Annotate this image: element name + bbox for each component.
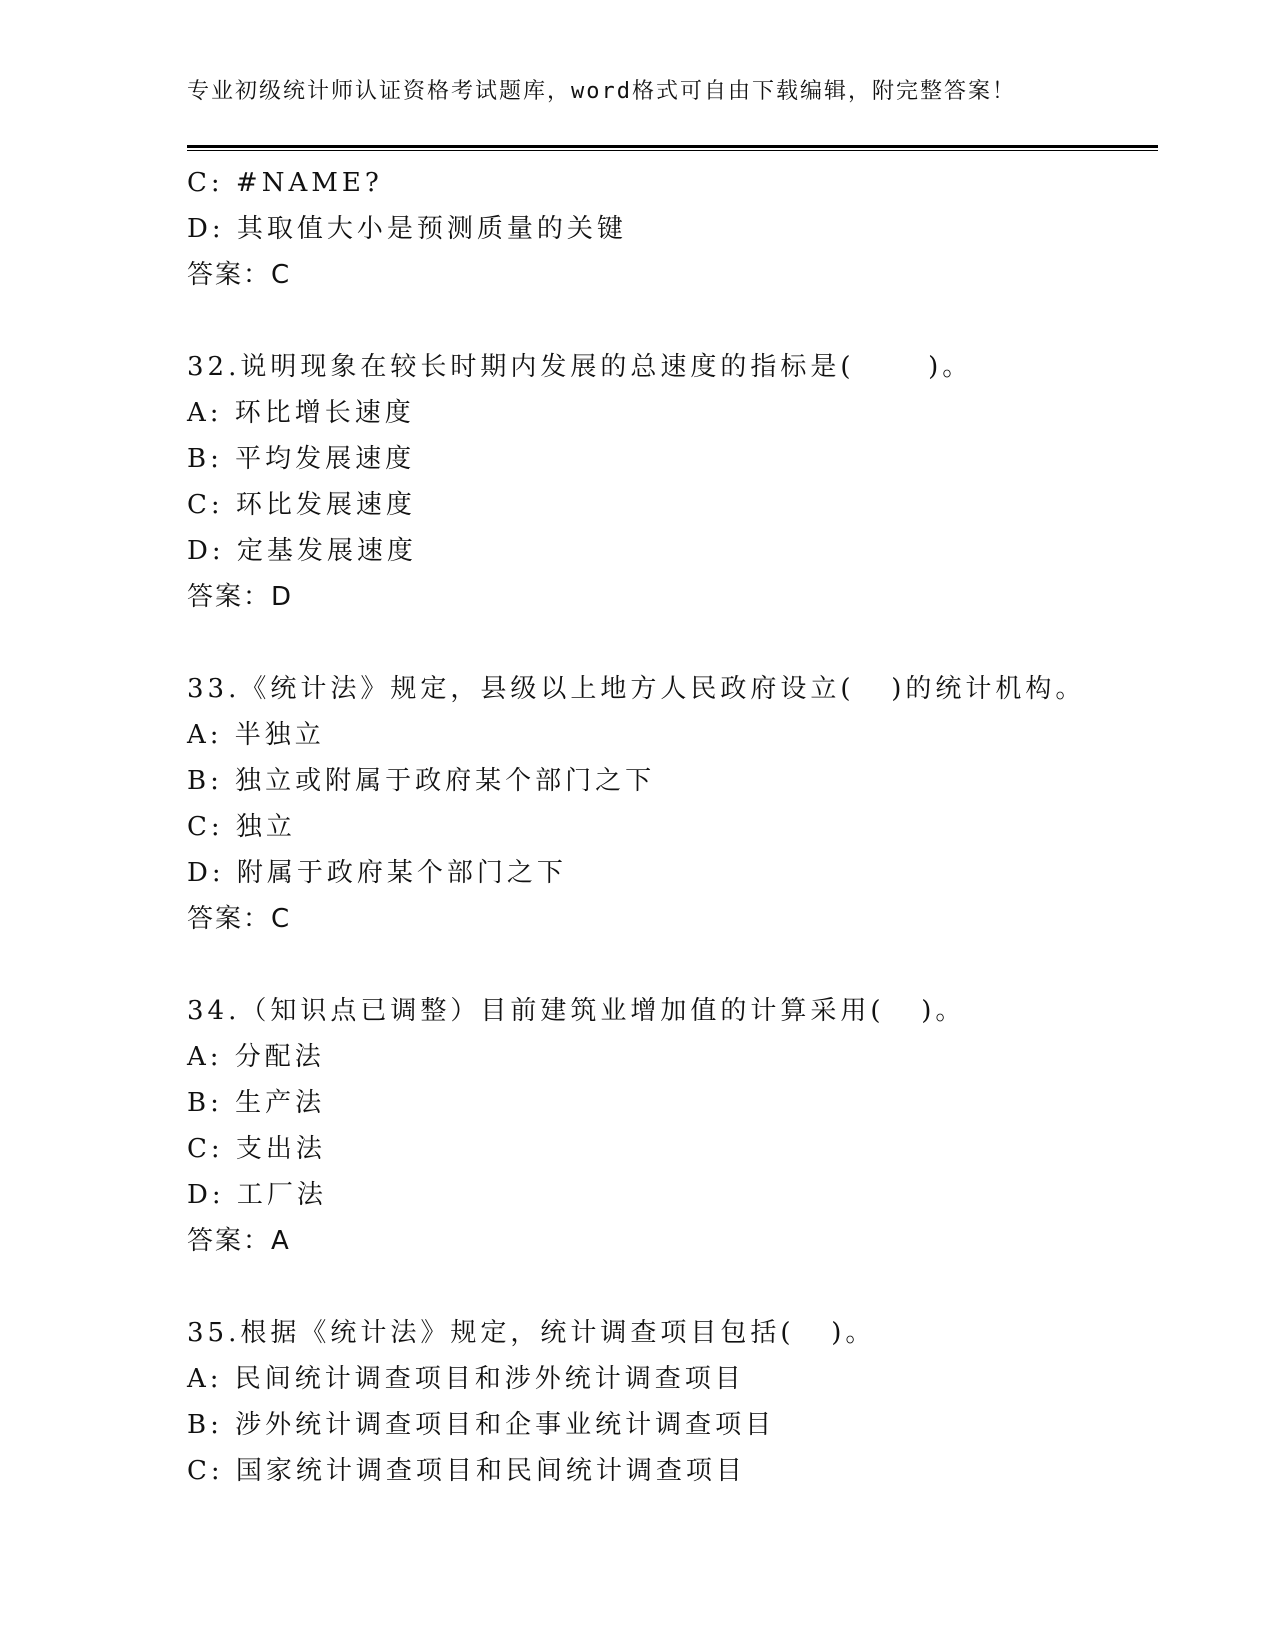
option-a: A: 环比增长速度 [187, 398, 415, 428]
answer-line: 答案：A [187, 1226, 291, 1256]
question-32 [187, 344, 1167, 620]
option-a: A: 半独立 [187, 720, 325, 750]
option-c: C: 独立 [187, 812, 296, 842]
option-c: C: #NAME? [187, 168, 383, 198]
option-b: B: 平均发展速度 [187, 444, 416, 474]
spacer [187, 620, 1167, 666]
option-d: D: 定基发展速度 [187, 536, 417, 566]
answer-line: 答案：C [187, 904, 292, 934]
header-divider-thin [187, 150, 1158, 151]
spacer [187, 942, 1167, 988]
option-c: C: 环比发展速度 [187, 490, 416, 520]
question-31-tail [187, 160, 1167, 298]
question-33 [187, 666, 1167, 942]
option-d: D: 工厂法 [187, 1180, 327, 1210]
answer-line: 答案：D [187, 582, 294, 612]
option-b: B: 涉外统计调查项目和企事业统计调查项目 [187, 1410, 776, 1440]
option-c: C: 国家统计调查项目和民间统计调查项目 [187, 1456, 746, 1486]
option-b: B: 独立或附属于政府某个部门之下 [187, 766, 656, 796]
question-35 [187, 1310, 1167, 1494]
question-stem: 35.根据《统计法》规定，统计调查项目包括( )。 [187, 1318, 876, 1348]
option-a: A: 民间统计调查项目和涉外统计调查项目 [187, 1364, 745, 1394]
spacer [187, 298, 1167, 344]
page-header: 专业初级统计师认证资格考试题库，word格式可自由下载编辑，附完整答案！ [187, 79, 1016, 104]
question-content [187, 160, 1167, 1494]
header-divider [187, 145, 1158, 148]
option-a: A: 分配法 [187, 1042, 325, 1072]
question-stem: 32.说明现象在较长时期内发展的总速度的指标是( )。 [187, 352, 973, 382]
question-stem: 34.（知识点已调整）目前建筑业增加值的计算采用( )。 [187, 996, 966, 1026]
option-b: B: 生产法 [187, 1088, 326, 1118]
question-34 [187, 988, 1167, 1264]
option-d: D: 其取值大小是预测质量的关键 [187, 214, 627, 244]
option-d: D: 附属于政府某个部门之下 [187, 858, 567, 888]
answer-line: 答案：C [187, 260, 292, 290]
question-stem: 33.《统计法》规定，县级以上地方人民政府设立( )的统计机构。 [187, 674, 1086, 704]
option-c: C: 支出法 [187, 1134, 326, 1164]
spacer [187, 1264, 1167, 1310]
